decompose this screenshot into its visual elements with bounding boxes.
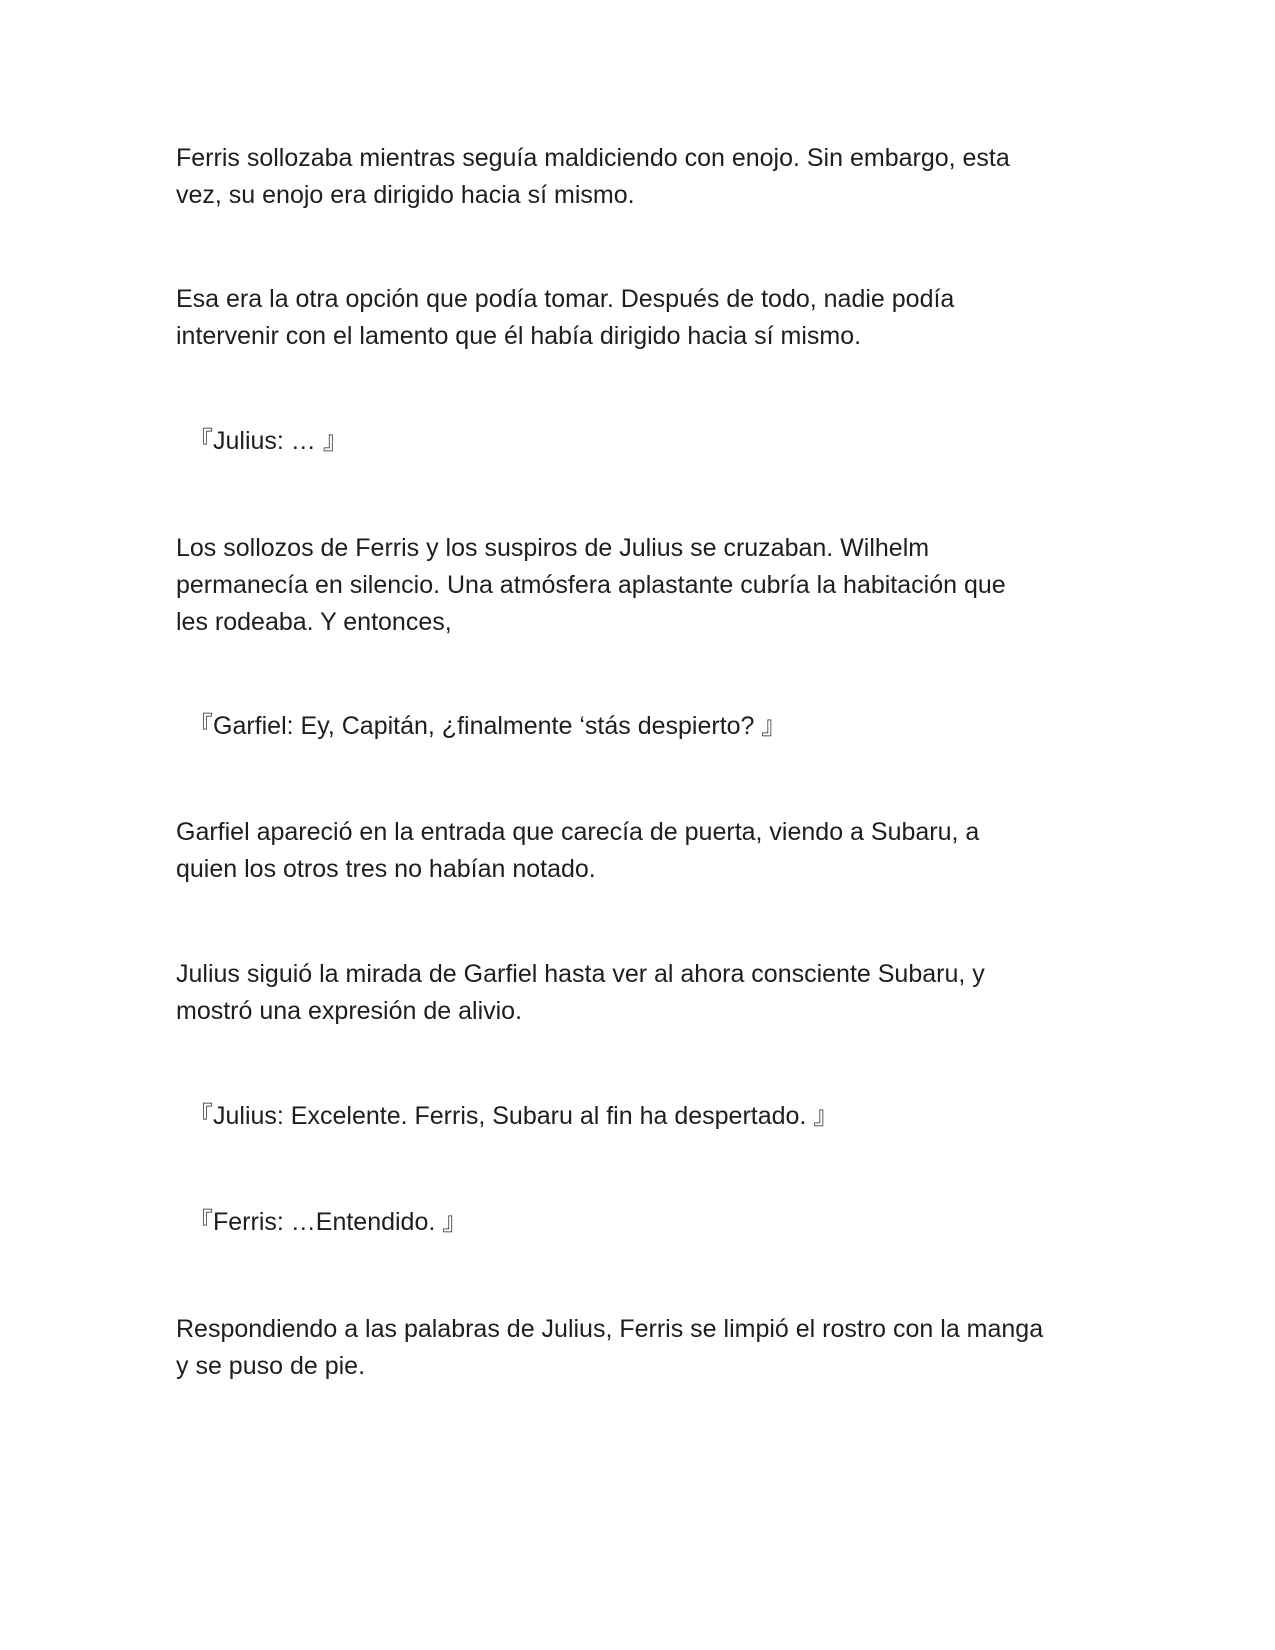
paragraph-dialogue — [188, 423, 1108, 460]
paragraph-narration — [176, 1311, 1096, 1385]
paragraph-narration — [176, 814, 1096, 888]
paragraph-dialogue — [188, 708, 1108, 745]
text-line: Respondiendo a las palabras de Julius, Ferris se limpió el rostro con la manga — [176, 1315, 1044, 1343]
text-line: mostró una expresión de alivio. — [176, 997, 523, 1025]
text-line: permanecía en silencio. Una atmósfera aplastante cubría la habitación que — [176, 571, 1006, 599]
text-line: Los sollozos de Ferris y los suspiros de Julius se cruzaban. Wilhelm — [176, 534, 930, 562]
paragraph-narration — [176, 281, 1096, 355]
paragraph-narration — [176, 140, 1096, 214]
dialogue-line: 『Garfiel: Ey, Capitán, ¿finalmente ‘stás despierto? 』 — [188, 712, 787, 740]
text-line: Esa era la otra opción que podía tomar. Después de todo, nadie podía — [176, 285, 955, 313]
dialogue-line: 『Ferris: …Entendido. 』 — [188, 1208, 468, 1236]
paragraph-dialogue — [188, 1204, 1108, 1241]
text-line: y se puso de pie. — [176, 1352, 366, 1380]
paragraph-dialogue — [188, 1098, 1108, 1135]
paragraph-narration — [176, 956, 1096, 1030]
text-line: Ferris sollozaba mientras seguía maldiciendo con enojo. Sin embargo, esta — [176, 144, 1010, 172]
paragraph-narration — [176, 530, 1096, 641]
dialogue-line: 『Julius: … 』 — [188, 427, 348, 455]
text-line: quien los otros tres no habían notado. — [176, 855, 596, 883]
dialogue-line: 『Julius: Excelente. Ferris, Subaru al fin ha despertado. 』 — [188, 1102, 839, 1130]
text-line: Julius siguió la mirada de Garfiel hasta ver al ahora consciente Subaru, y — [176, 960, 985, 988]
text-line: vez, su enojo era dirigido hacia sí mismo. — [176, 181, 635, 209]
text-line: les rodeaba. Y entonces, — [176, 608, 452, 636]
text-line: Garfiel apareció en la entrada que carecía de puerta, viendo a Subaru, a — [176, 818, 980, 846]
text-line: intervenir con el lamento que él había dirigido hacia sí mismo. — [176, 322, 862, 350]
